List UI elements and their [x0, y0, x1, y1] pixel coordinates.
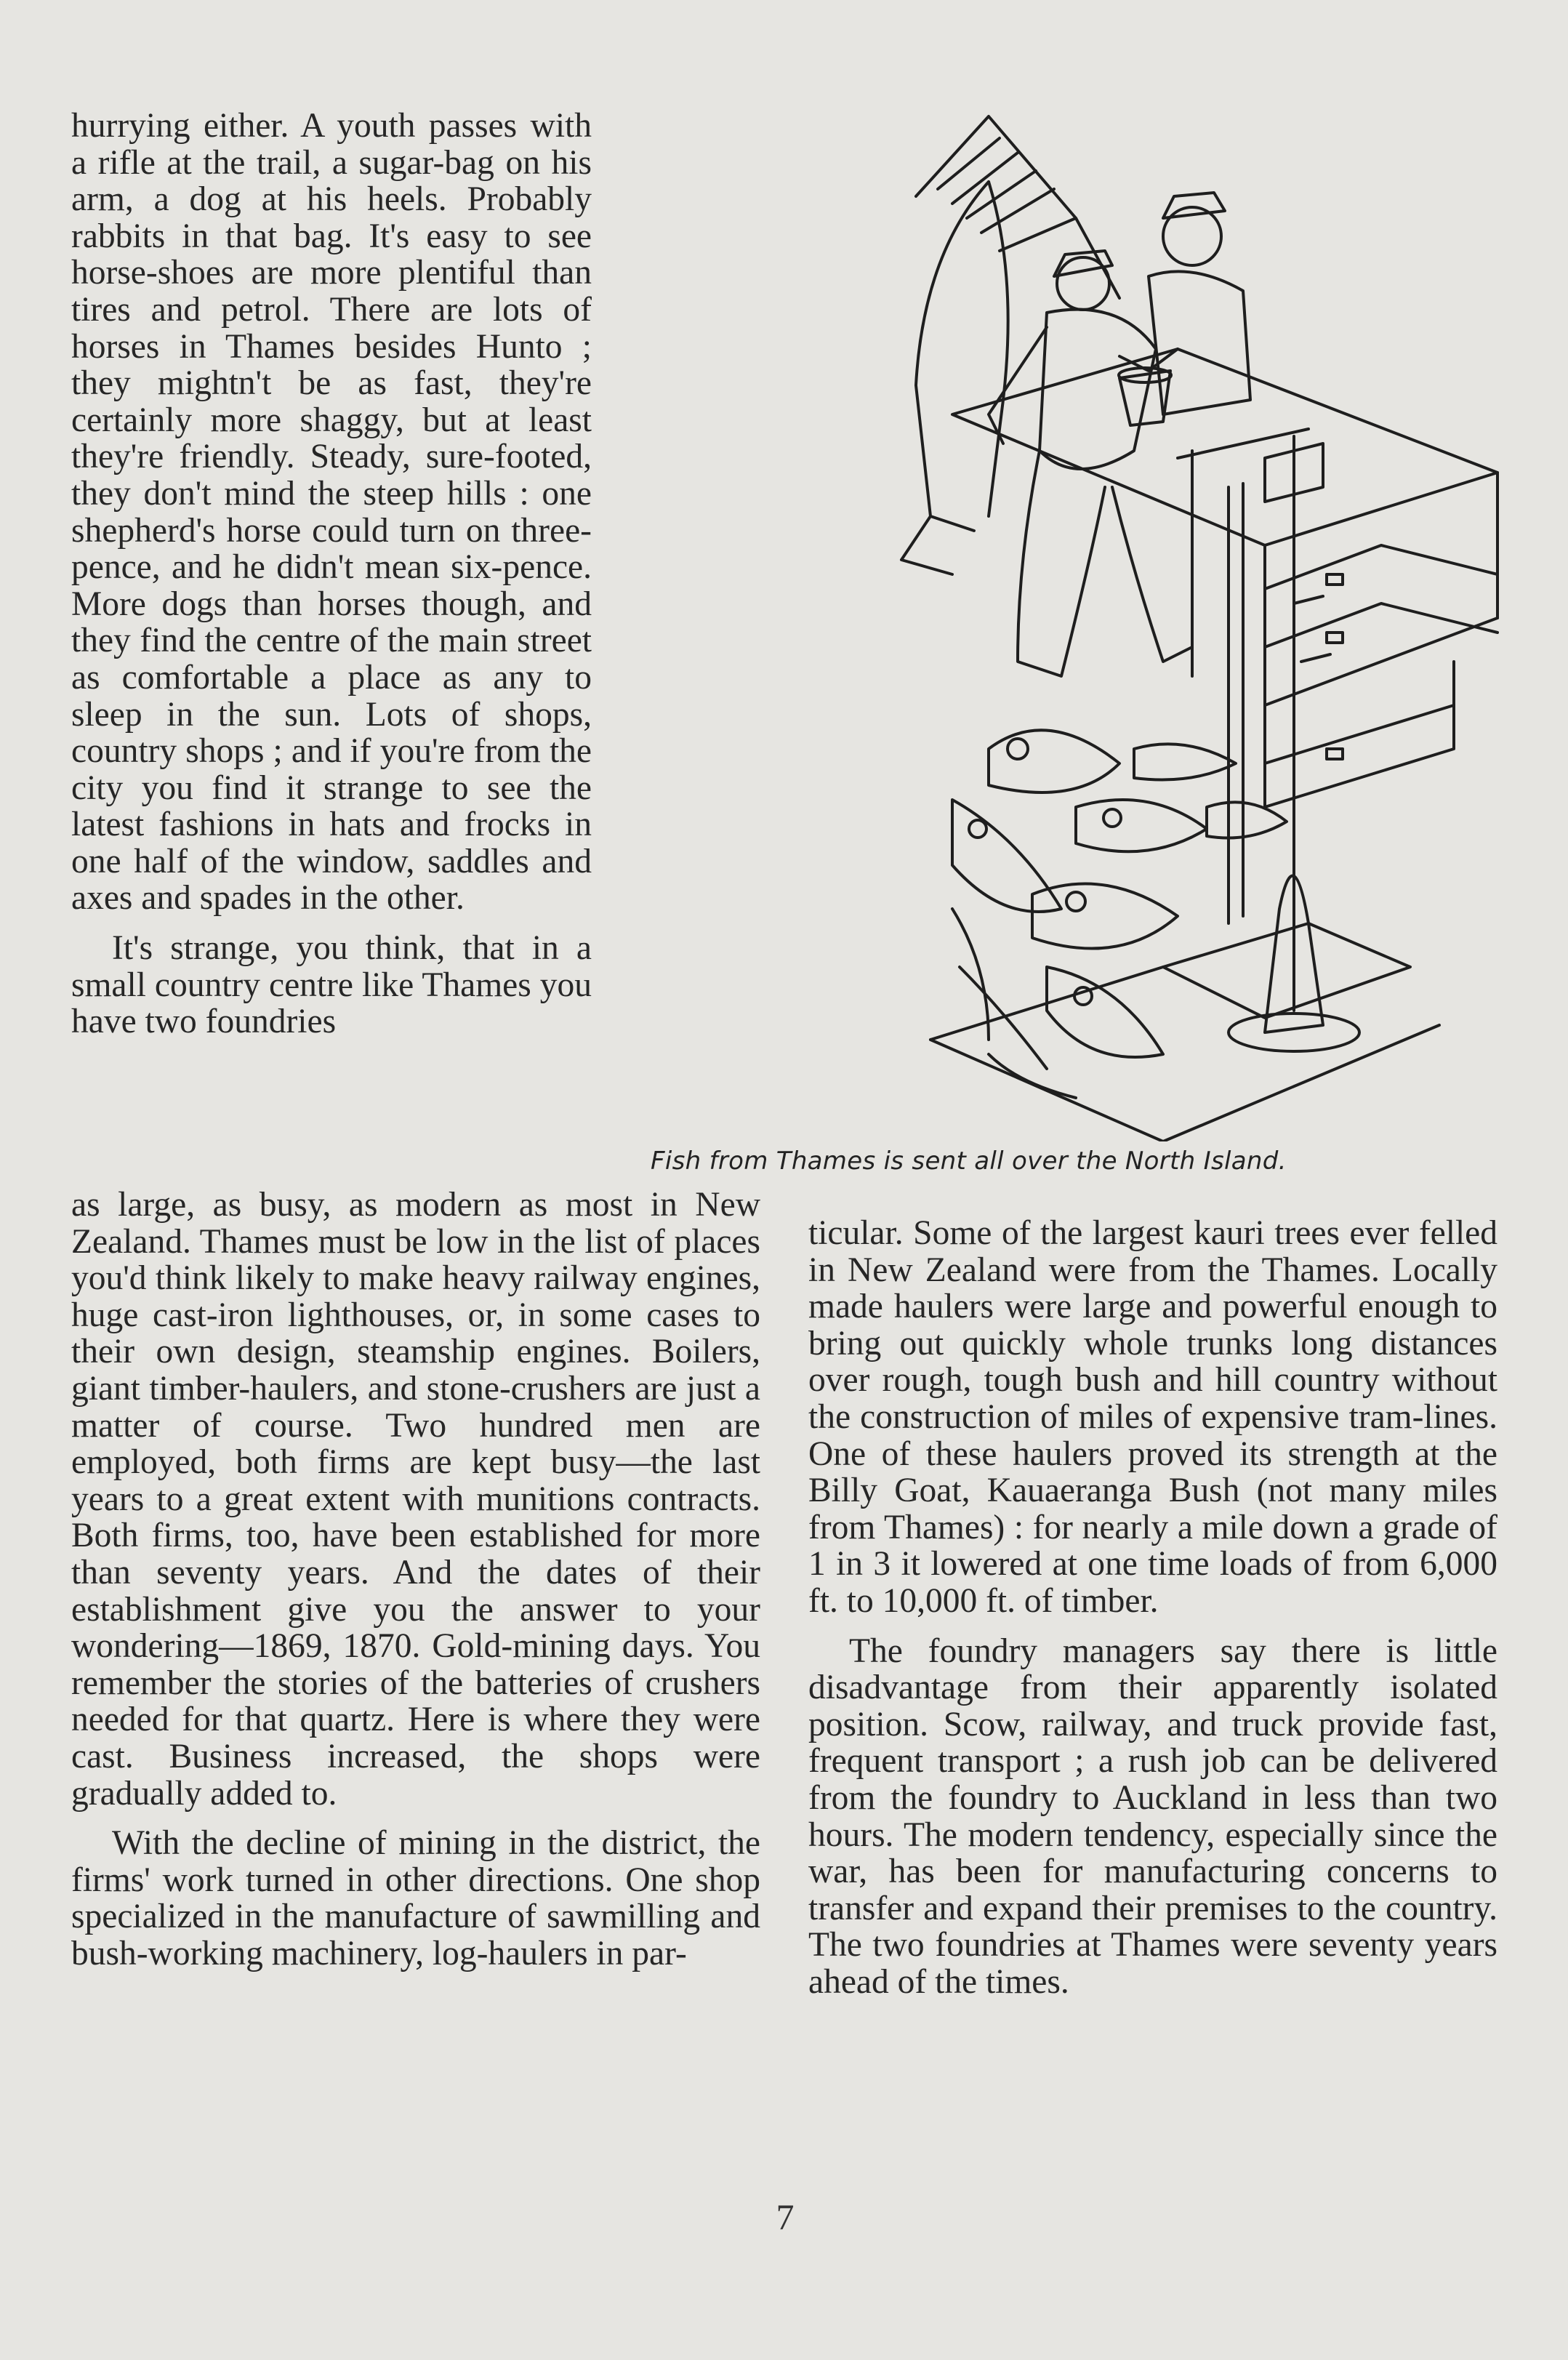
paragraph: It's strange, you think, that in a small country centre like Thames you have two foundries — [71, 929, 592, 1041]
article-column-lower-left — [71, 1187, 760, 1972]
article-column-top-left — [71, 108, 592, 1040]
paragraph: With the decline of mining in the district, the firms' work turned in other directions. One shop specialized in the manufacture of sawmilling and bush-working machinery, log-haulers in par- — [71, 1824, 760, 1972]
paragraph: hurrying either. A youth passes with a rifle at the trail, a sugar-bag on his arm, a dog at his heels. Probably rabbits in that bag. It's easy to see horse-shoes are more plentiful than tires and petrol. There are lots of horses in Thames besides Hunto ; they mightn't be as fast, they're certainly more shaggy, but at least they're friendly. Steady, sure-footed, they don't mind the steep hills : one shepherd's horse could turn on three-pence, and he didn't mean six-pence. More dogs than horses though, and they find the centre of the main street as comfortable a place as any to sleep in the sun. Lots of shops, country shops ; and if you're from the city you find it strange to see the latest fashions in hats and frocks in one half of the window, saddles and axes and spades in the other. — [71, 107, 592, 918]
page-number: 7 — [776, 2196, 795, 2237]
paragraph: ticular. Some of the largest kauri trees ever felled in New Zealand were from the Thames. Locally made haulers were large and powerful enough to bring out quickly whole trunks long distances over rough, tough bush and hill country without the construction of miles of expensive tram-lines. One of these haulers proved its strength at the Billy Goat, Kauaeranga Bush (not many miles from Thames) : for nearly a mile down a grade of 1 in 3 it lowered at one time loads of from 6,000 ft. to 10,000 ft. of timber. — [808, 1214, 1497, 1620]
fish-market-illustration — [611, 109, 1508, 1141]
paragraph: as large, as busy, as modern as most in New Zealand. Thames must be low in the list of places you'd think likely to make heavy railway engines, huge cast-iron lighthouses, or, in some cases to their own design, steamship engines. Boilers, giant timber-haulers, and stone-crushers are just a matter of course. Two hundred men are employed, both firms are kept busy—the last years to a great extent with munitions contracts. Both firms, too, have been established for more than seventy years. And the dates of their establishment give you the answer to your wondering—1869, 1870. Gold-mining days. You remember the stories of the batteries of crushers needed for that quartz. Here is where they were cast. Business increased, the shops were gradually added to. — [71, 1186, 760, 1813]
paragraph: The foundry managers say there is little disadvantage from their apparently isolated position. Scow, railway, and truck provide fast, frequent transport ; a rush job can be delivered from the foundry to Auckland in less than two hours. The modern tendency, especially since the war, has been for manufacturing concerns to transfer and expand their premises to the country. The two foundries at Thames were seventy years ahead of the times. — [808, 1631, 1497, 2001]
article-column-right — [808, 1215, 1497, 2000]
illustration-caption: Fish from Thames is sent all over the North Island. — [651, 1147, 1287, 1176]
